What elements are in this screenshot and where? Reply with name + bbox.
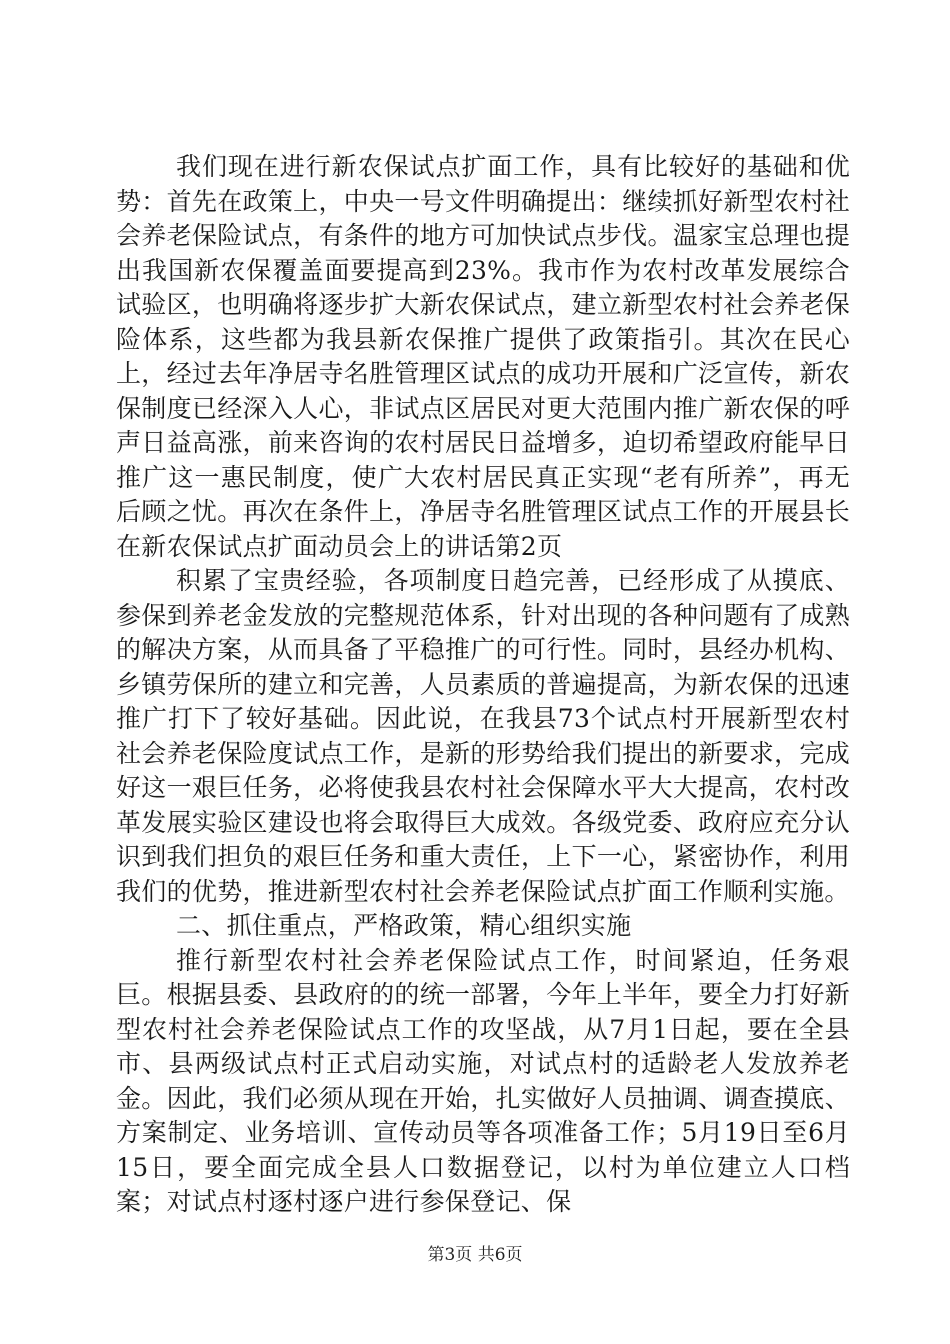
paragraph-experience: 积累了宝贵经验，各项制度日趋完善，已经形成了从摸底、参保到养老金发放的完整规范体系，针对出现的各种问题有了成熟的解决方案，从而具备了平稳推广的可行性。同时，县经办机构、乡镇劳保所的建立和完善，人员素质的普遍提高，为新农保的迅速推广打下了较好基础。因此说，在我县73个试点村开展新型农村社会养老保险度试点工作，是新的形势给我们提出的新要求，完成好这一艰巨任务，必将使我县农村社会保障水平大大提高，农村改革发展实验区建设也将会取得巨大成效。各级党委、政府应充分认识到我们担负的艰巨任务和重大责任，上下一心，紧密协作，利用我们的优势，推进新型农村社会养老保险试点扩面工作顺利实施。 [116, 566, 850, 906]
document-body [116, 150, 850, 1220]
page-footer: 第3页 共6页 [427, 1245, 523, 1265]
section-heading-2: 二、抓住重点，严格政策，精心组织实施 [176, 911, 632, 940]
paragraph-implementation: 推行新型农村社会养老保险试点工作，时间紧迫，任务艰巨。根据县委、县政府的的统一部署，今年上半年，要全力打好新型农村社会养老保险试点工作的攻坚战，从7月1日起，要在全县市、县两级试点村正式启动实施，对试点村的适龄老人发放养老金。因此，我们必须从现在开始，扎实做好人员抽调、调查摸底、方案制定、业务培训、宣传动员等各项准备工作；5月19日至6月15日，要全面完成全县人口数据登记，以村为单位建立人口档案；对试点村逐村逐户进行参保登记、保 [116, 945, 850, 1216]
paragraph-basis-advantages: 我们现在进行新农保试点扩面工作，具有比较好的基础和优势：首先在政策上，中央一号文件明确提出：继续抓好新型农村社会养老保险试点，有条件的地方可加快试点步伐。温家宝总理也提出我国新农保覆盖面要提高到23%。我市作为农村改革发展综合试验区，也明确将逐步扩大新农保试点，建立新型农村社会养老保险体系，这些都为我县新农保推广提供了政策指引。其次在民心上，经过去年净居寺名胜管理区试点的成功开展和广泛宣传，新农保制度已经深入人心，非试点区居民对更大范围内推广新农保的呼声日益高涨，前来咨询的农村居民日益增多，迫切希望政府能早日推广这一惠民制度，使广大农村居民真正实现“老有所养”，再无后顾之忧。再次在条件上，净居寺名胜管理区试点工作的开展县长在新农保试点扩面动员会上的讲话第2页 [116, 152, 850, 561]
